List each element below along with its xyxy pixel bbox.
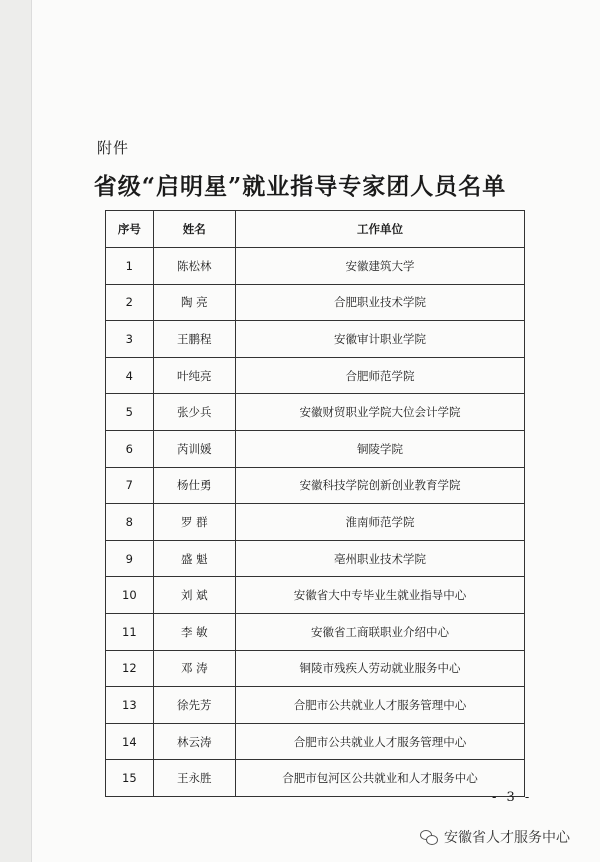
- cell-number: 2: [106, 284, 154, 321]
- roster-table: [105, 210, 525, 797]
- cell-name: 王永胜: [153, 760, 235, 797]
- table-row: [106, 467, 525, 504]
- cell-workplace: 安徽建筑大学: [235, 248, 524, 285]
- table-header-row: [106, 211, 525, 248]
- cell-name: 罗 群: [153, 504, 235, 541]
- cell-number: 3: [106, 321, 154, 358]
- cell-number: 1: [106, 248, 154, 285]
- document-title: 省级“启明星”就业指导专家团人员名单: [93, 173, 507, 200]
- account-name: 安徽省人才服务中心: [444, 830, 570, 846]
- table-row: [106, 760, 525, 797]
- cell-name: 陶 亮: [153, 284, 235, 321]
- cell-workplace: 合肥市包河区公共就业和人才服务中心: [235, 760, 524, 797]
- cell-workplace: 铜陵市残疾人劳动就业服务中心: [235, 650, 524, 687]
- table-row: [106, 357, 525, 394]
- cell-name: 林云涛: [153, 723, 235, 760]
- cell-number: 13: [106, 687, 154, 724]
- cell-name: 刘 斌: [153, 577, 235, 614]
- table-row: [106, 321, 525, 358]
- cell-workplace: 铜陵学院: [235, 430, 524, 467]
- cell-number: 4: [106, 357, 154, 394]
- cell-number: 14: [106, 723, 154, 760]
- cell-name: 叶纯亮: [153, 357, 235, 394]
- table-row: [106, 504, 525, 541]
- page-edge: [0, 0, 33, 862]
- header-number: 序号: [106, 211, 154, 248]
- page-number: - 3 -: [492, 790, 533, 805]
- header-name: 姓名: [153, 211, 235, 248]
- attachment-label: 附件: [97, 139, 130, 157]
- cell-name: 盛 魁: [153, 540, 235, 577]
- cell-workplace: 合肥职业技术学院: [235, 284, 524, 321]
- cell-workplace: 合肥师范学院: [235, 357, 524, 394]
- table-row: [106, 687, 525, 724]
- cell-name: 王鹏程: [153, 321, 235, 358]
- cell-name: 杨仕勇: [153, 467, 235, 504]
- cell-number: 11: [106, 613, 154, 650]
- cell-workplace: 安徽科技学院创新创业教育学院: [235, 467, 524, 504]
- footer-watermark: [420, 826, 570, 848]
- table-row: [106, 284, 525, 321]
- cell-number: 15: [106, 760, 154, 797]
- cell-number: 5: [106, 394, 154, 431]
- table-row: [106, 613, 525, 650]
- cell-number: 8: [106, 504, 154, 541]
- header-workplace: 工作单位: [235, 211, 524, 248]
- cell-name: 徐先芳: [153, 687, 235, 724]
- table-row: [106, 430, 525, 467]
- cell-number: 10: [106, 577, 154, 614]
- wechat-icon: [420, 829, 438, 845]
- cell-workplace: 淮南师范学院: [235, 504, 524, 541]
- cell-workplace: 安徽财贸职业学院大位会计学院: [235, 394, 524, 431]
- cell-name: 陈松林: [153, 248, 235, 285]
- table-row: [106, 650, 525, 687]
- table-row: [106, 248, 525, 285]
- cell-workplace: 安徽省工商联职业介绍中心: [235, 613, 524, 650]
- cell-name: 李 敏: [153, 613, 235, 650]
- cell-workplace: 安徽审计职业学院: [235, 321, 524, 358]
- cell-number: 9: [106, 540, 154, 577]
- cell-name: 张少兵: [153, 394, 235, 431]
- cell-number: 7: [106, 467, 154, 504]
- cell-workplace: 安徽省大中专毕业生就业指导中心: [235, 577, 524, 614]
- table-row: [106, 540, 525, 577]
- cell-name: 芮训媛: [153, 430, 235, 467]
- cell-workplace: 亳州职业技术学院: [235, 540, 524, 577]
- cell-number: 6: [106, 430, 154, 467]
- cell-workplace: 合肥市公共就业人才服务管理中心: [235, 687, 524, 724]
- table-row: [106, 577, 525, 614]
- cell-number: 12: [106, 650, 154, 687]
- table-row: [106, 723, 525, 760]
- cell-name: 邓 涛: [153, 650, 235, 687]
- cell-workplace: 合肥市公共就业人才服务管理中心: [235, 723, 524, 760]
- table-row: [106, 394, 525, 431]
